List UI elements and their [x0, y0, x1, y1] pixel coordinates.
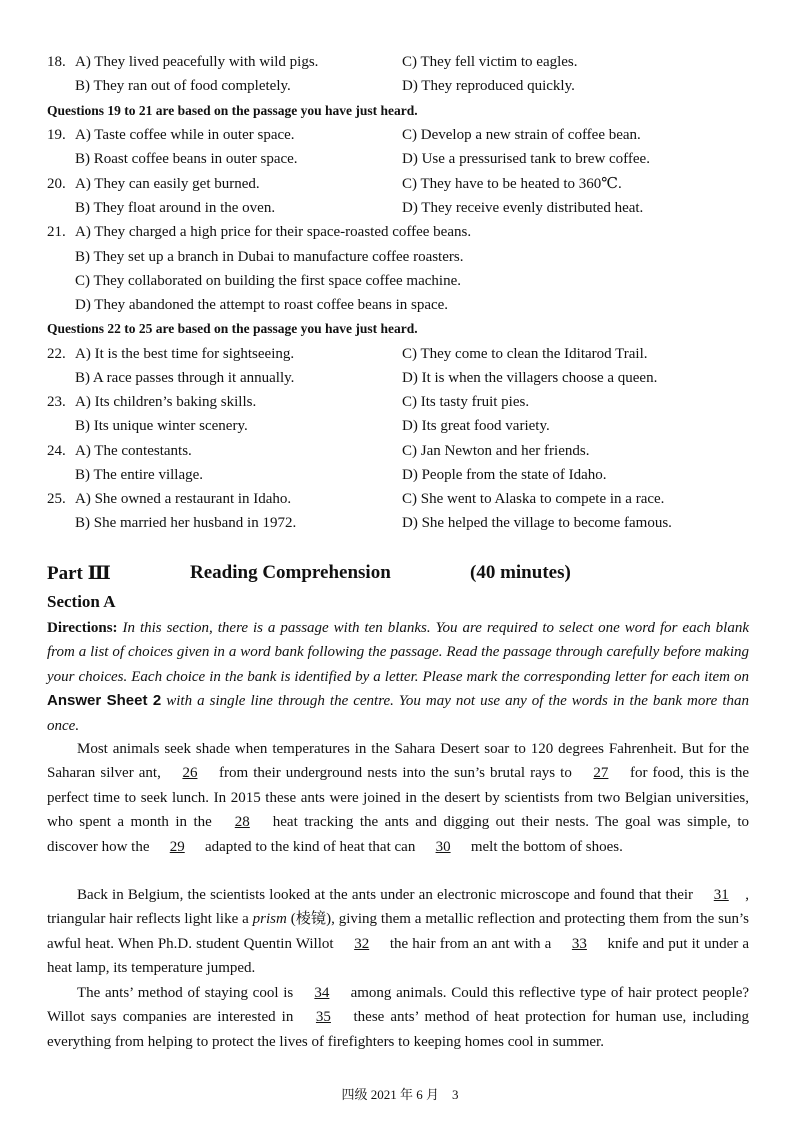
option-b: B) They float around in the oven. — [75, 200, 276, 216]
blank-28: 28 — [234, 814, 250, 831]
option-a: A) They charged a high price for their space-roasted coffee beans. — [75, 224, 472, 240]
option-a: A) They lived peacefully with wild pigs. — [75, 54, 319, 70]
passage-text: The ants’ method of staying cool is — [77, 985, 294, 1001]
option-b: B) Roast coffee beans in outer space. — [75, 151, 298, 167]
option-d: D) They receive evenly distributed heat. — [402, 200, 644, 216]
option-c: C) Jan Newton and her friends. — [402, 443, 590, 459]
option-a: A) They can easily get burned. — [75, 176, 260, 192]
question-number: 21. — [47, 224, 66, 240]
page-footer: 四级 2021 年 6 月 3 — [341, 1087, 459, 1102]
question-number: 24. — [47, 443, 66, 459]
directions-label: Directions: — [47, 620, 118, 636]
option-b: B) The entire village. — [75, 467, 204, 483]
part-title: Reading Comprehension — [190, 562, 391, 583]
part-time: (40 minutes) — [470, 562, 571, 583]
passage-text: Most animals seek shade when temperatures in the Sahara Desert soar to 120 degrees Fahrenheit. But for the Saharan silver ant, — [47, 741, 749, 782]
blank-32: 32 — [354, 935, 370, 952]
passage-text: knife and put it under a heat lamp, its temperature jumped. — [47, 935, 750, 977]
option-a: A) Taste coffee while in outer space. — [75, 127, 295, 143]
option-d: D) It is when the villagers choose a queen. — [402, 370, 658, 386]
option-c: C) They fell victim to eagles. — [402, 54, 578, 70]
option-c: C) They collaborated on building the first space coffee machine. — [75, 273, 461, 289]
option-c: C) Develop a new strain of coffee bean. — [402, 127, 641, 143]
passage-text: melt the bottom of shoes. — [470, 838, 623, 855]
blank-31: 31 — [713, 887, 729, 903]
option-b: B) They ran out of food completely. — [75, 78, 291, 94]
passage-text: heat tracking the ants and digging out their nests. The goal was simple, to discover how the — [47, 814, 749, 855]
directions-text: with a single line through the centre. You may not use any of the words in the bank more than once. — [47, 693, 749, 734]
option-a: A) The contestants. — [75, 443, 192, 459]
blank-29: 29 — [169, 838, 185, 855]
passage-text: (棱镜), giving them a metallic reflection and protecting them from the sun’s awful heat. When Ph.D. student Quentin Willot — [47, 911, 750, 952]
option-d: D) People from the state of Idaho. — [402, 467, 607, 483]
option-c: C) Its tasty fruit pies. — [402, 394, 530, 410]
question-number: 18. — [47, 54, 66, 70]
option-b: B) They set up a branch in Dubai to manufacture coffee roasters. — [75, 249, 464, 265]
option-d: D) They reproduced quickly. — [402, 78, 575, 94]
section-title: Section A — [47, 592, 116, 611]
question-number: 19. — [47, 127, 66, 143]
option-d: D) Use a pressurised tank to brew coffee. — [402, 151, 650, 167]
question-number: 23. — [47, 394, 66, 410]
passage-term: prism — [252, 911, 287, 928]
option-d: D) Its great food variety. — [402, 418, 550, 434]
blank-35: 35 — [315, 1009, 331, 1026]
option-a: A) She owned a restaurant in Idaho. — [75, 491, 292, 507]
passage-text: , triangular hair reflects light like a — [47, 887, 750, 928]
passage-text: the hair from an ant with a — [389, 935, 552, 952]
questions-heading: Questions 19 to 21 are based on the passage you have just heard. — [47, 103, 418, 118]
passage-text: adapted to the kind of heat that can — [204, 838, 416, 855]
blank-26: 26 — [182, 765, 198, 782]
option-c: C) She went to Alaska to compete in a race. — [402, 491, 665, 507]
option-a: A) Its children’s baking skills. — [75, 394, 257, 410]
blank-34: 34 — [314, 985, 330, 1001]
question-number: 25. — [47, 491, 66, 507]
option-b: B) A race passes through it annually. — [75, 370, 295, 386]
option-d: D) They abandoned the attempt to roast coffee beans in space. — [75, 297, 449, 313]
question-number: 22. — [47, 346, 66, 362]
option-c: C) They come to clean the Iditarod Trail. — [402, 346, 648, 362]
blank-33: 33 — [571, 935, 587, 952]
passage-text: among animals. Could this reflective type of hair protect people? Willot says companies are interested in — [47, 985, 750, 1026]
option-c: C) They have to be heated to 360℃. — [402, 176, 622, 192]
option-b: B) She married her husband in 1972. — [75, 515, 297, 531]
directions — [47, 616, 749, 738]
directions-text: In this section, there is a passage with ten blanks. You are required to select one word for each blank from a list of choices given in a word bank following the passage. Read the passage through carefully before making your choices. Each choice in the bank is identified by a letter. Please mark the corresponding letter for each item on — [47, 620, 749, 685]
questions-heading: Questions 22 to 25 are based on the passage you have just heard. — [47, 321, 418, 336]
blank-27: 27 — [593, 765, 609, 782]
question-number: 20. — [47, 176, 66, 192]
passage-text: for food, this is the perfect time to seek lunch. In 2015 these ants were joined in the desert by scientists from two Belgian universities, who spent a month in the — [47, 765, 750, 831]
passage-paragraph — [47, 981, 749, 1054]
blank-30: 30 — [435, 838, 451, 855]
passage-text: these ants’ method of heat protection for human use, including everything from helping to protect the lives of firefighters to keeping homes cool in summer. — [47, 1009, 750, 1050]
answer-sheet-label: Answer Sheet 2 — [47, 692, 162, 710]
passage-paragraph — [47, 883, 749, 981]
passage-text: Back in Belgium, the scientists looked at the ants under an electronic microscope and found that their — [77, 887, 694, 903]
option-b: B) Its unique winter scenery. — [75, 418, 248, 434]
part-label: Part Ⅲ — [47, 563, 111, 584]
passage-text: from their underground nests into the sun’s brutal rays to — [219, 765, 572, 782]
option-a: A) It is the best time for sightseeing. — [75, 346, 295, 362]
option-d: D) She helped the village to become famous. — [402, 515, 672, 531]
passage-paragraph — [47, 737, 749, 859]
